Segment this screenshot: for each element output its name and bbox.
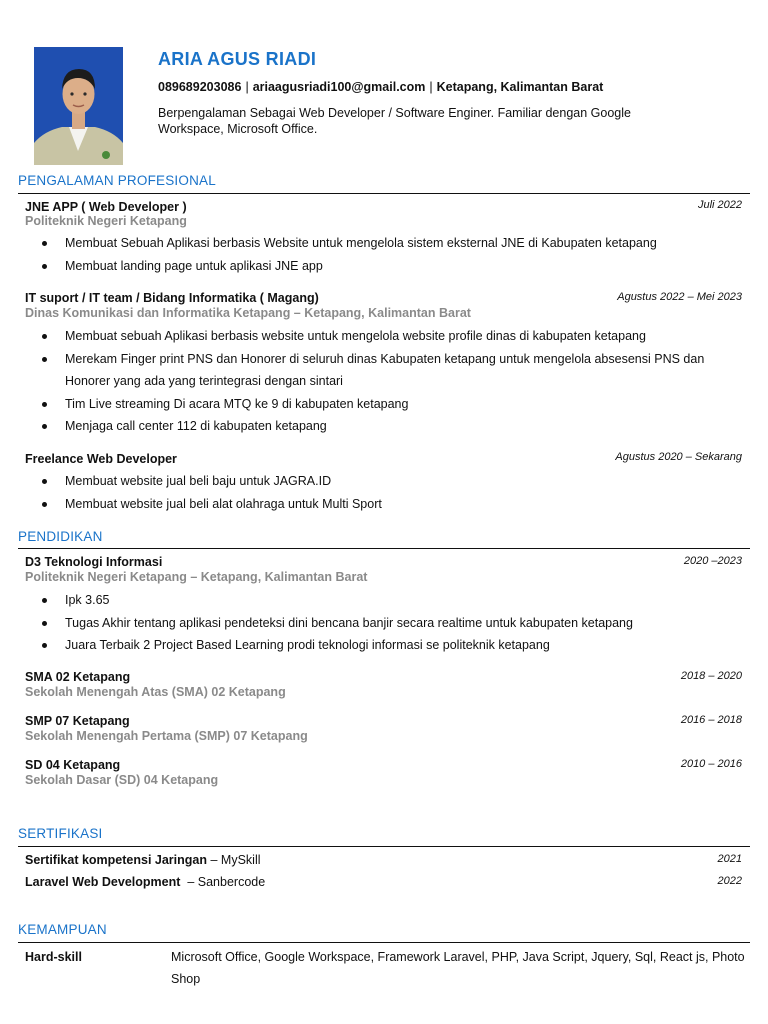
list-item: [40, 634, 740, 657]
education-title: SMA 02 Ketapang: [25, 670, 131, 684]
experience-org: Politeknik Negeri Ketapang: [25, 214, 187, 228]
profile-photo: [34, 47, 123, 165]
separator: |: [429, 80, 433, 94]
education-title: SMP 07 Ketapang: [25, 714, 130, 728]
bullet-icon: [42, 424, 47, 429]
education-org: Sekolah Dasar (SD) 04 Ketapang: [25, 773, 219, 787]
bullet-icon: [42, 357, 47, 362]
bullet-icon: [42, 598, 47, 603]
list-item: [40, 589, 740, 612]
section-divider: [18, 846, 750, 847]
bullet-text: Juara Terbaik 2 Project Based Learning prodi teknologi informasi se politeknik ketapang: [65, 638, 550, 652]
profile-summary: Berpengalaman Sebagai Web Developer / Software Enginer. Familiar dengan Google Workspace, Microsoft Office.: [158, 106, 631, 136]
experience-date: Agustus 2022 – Mei 2023: [617, 291, 742, 303]
list-item: [40, 470, 740, 493]
experience-bullets: [40, 325, 740, 438]
list-item: [40, 348, 740, 393]
bullet-text: Tugas Akhir tentang aplikasi pendeteksi dini bencana banjir secara realtime untuk kabupaten ketapang: [65, 615, 633, 630]
experience-date: Juli 2022: [697, 199, 742, 211]
experience-date: Agustus 2020 – Sekarang: [615, 451, 742, 463]
education-date: 2018 – 2020: [680, 670, 742, 682]
education-bullets: [40, 589, 740, 657]
education-title: SD 04 Ketapang: [25, 758, 121, 772]
list-item: [40, 493, 740, 516]
bullet-icon: [42, 502, 47, 507]
certification-date: 2021: [717, 853, 742, 865]
experience-title: JNE APP ( Web Developer ): [25, 200, 187, 214]
bullet-icon: [42, 402, 47, 407]
skill-list: Microsoft Office, Google Workspace, Framework Laravel, PHP, Java Script, Jquery, Sql, React js, Photo Shop: [171, 950, 745, 986]
section-divider: [18, 548, 750, 549]
email-address: ariaagusriadi100@gmail.com: [252, 80, 426, 94]
bullet-icon: [42, 264, 47, 269]
certification-item: [25, 853, 261, 867]
bullet-text: Membuat landing page untuk aplikasi JNE app: [65, 258, 323, 273]
list-item: [40, 325, 740, 348]
education-org: Sekolah Menengah Pertama (SMP) 07 Ketapang: [25, 729, 308, 743]
bullet-icon: [42, 479, 47, 484]
education-date: 2020 –2023: [683, 555, 742, 567]
bullet-icon: [42, 241, 47, 246]
experience-section-title: PENGALAMAN PROFESIONAL: [18, 173, 216, 188]
certification-section-title: SERTIFIKASI: [18, 826, 103, 841]
list-item: [40, 612, 740, 635]
bullet-text: Membuat Sebuah Aplikasi berbasis Website untuk mengelola sistem eksternal JNE di Kabupaten ketapang: [65, 236, 657, 250]
bullet-text: Membuat website jual beli baju untuk JAGRA.ID: [65, 474, 332, 488]
experience-bullets: [40, 232, 740, 277]
education-date: 2010 – 2016: [680, 758, 742, 770]
education-org: Politeknik Negeri Ketapang – Ketapang, Kalimantan Barat: [25, 570, 368, 584]
section-divider: [18, 942, 750, 943]
bullet-text: Ipk 3.65: [65, 593, 110, 607]
bullet-icon: [42, 621, 47, 626]
contact-line: [158, 80, 603, 94]
phone-number: 089689203086: [158, 80, 242, 94]
experience-bullets: [40, 470, 740, 515]
education-date: 2016 – 2018: [680, 714, 742, 726]
certification-provider: – Sanbercode: [180, 875, 266, 889]
bullet-icon: [42, 334, 47, 339]
bullet-text: Membuat sebuah Aplikasi berbasis website untuk mengelola website profile dinas di kabupaten ketapang: [65, 329, 646, 343]
bullet-text: Membuat website jual beli alat olahraga untuk Multi Sport: [65, 496, 382, 511]
education-org: Sekolah Menengah Atas (SMA) 02 Ketapang: [25, 685, 286, 699]
certification-name: Laravel Web Development: [25, 875, 181, 889]
bullet-text: Merekam Finger print PNS dan Honorer di seluruh dinas Kabupaten ketapang untuk mengelola absesensi PNS dan Honorer yang ada yang terintegrasi dengan sintari: [65, 351, 705, 388]
section-divider: [18, 193, 750, 194]
bullet-text: Menjaga call center 112 di kabupaten ketapang: [65, 419, 327, 433]
experience-org: Dinas Komunikasi dan Informatika Ketapang – Ketapang, Kalimantan Barat: [25, 306, 471, 320]
experience-title: Freelance Web Developer: [25, 452, 177, 466]
education-title: D3 Teknologi Informasi: [25, 555, 163, 569]
list-item: [40, 232, 740, 255]
certification-name: Sertifikat kompetensi Jaringan: [25, 853, 208, 867]
certification-provider: – MySkill: [207, 853, 261, 867]
list-item: [40, 393, 740, 416]
bullet-text: Tim Live streaming Di acara MTQ ke 9 di kabupaten ketapang: [65, 396, 409, 411]
experience-title: IT suport / IT team / Bidang Informatika ( Magang): [25, 291, 319, 305]
candidate-name: ARIA AGUS RIADI: [158, 49, 317, 69]
bullet-icon: [42, 643, 47, 648]
certification-date: 2022: [717, 875, 742, 887]
list-item: [40, 415, 740, 438]
separator: |: [245, 80, 249, 94]
list-item: [40, 255, 740, 278]
location: Ketapang, Kalimantan Barat: [436, 80, 604, 94]
skills-section-title: KEMAMPUAN: [18, 922, 107, 937]
education-section-title: PENDIDIKAN: [18, 529, 103, 544]
certification-item: [25, 875, 265, 889]
skill-label: Hard-skill: [25, 950, 82, 964]
